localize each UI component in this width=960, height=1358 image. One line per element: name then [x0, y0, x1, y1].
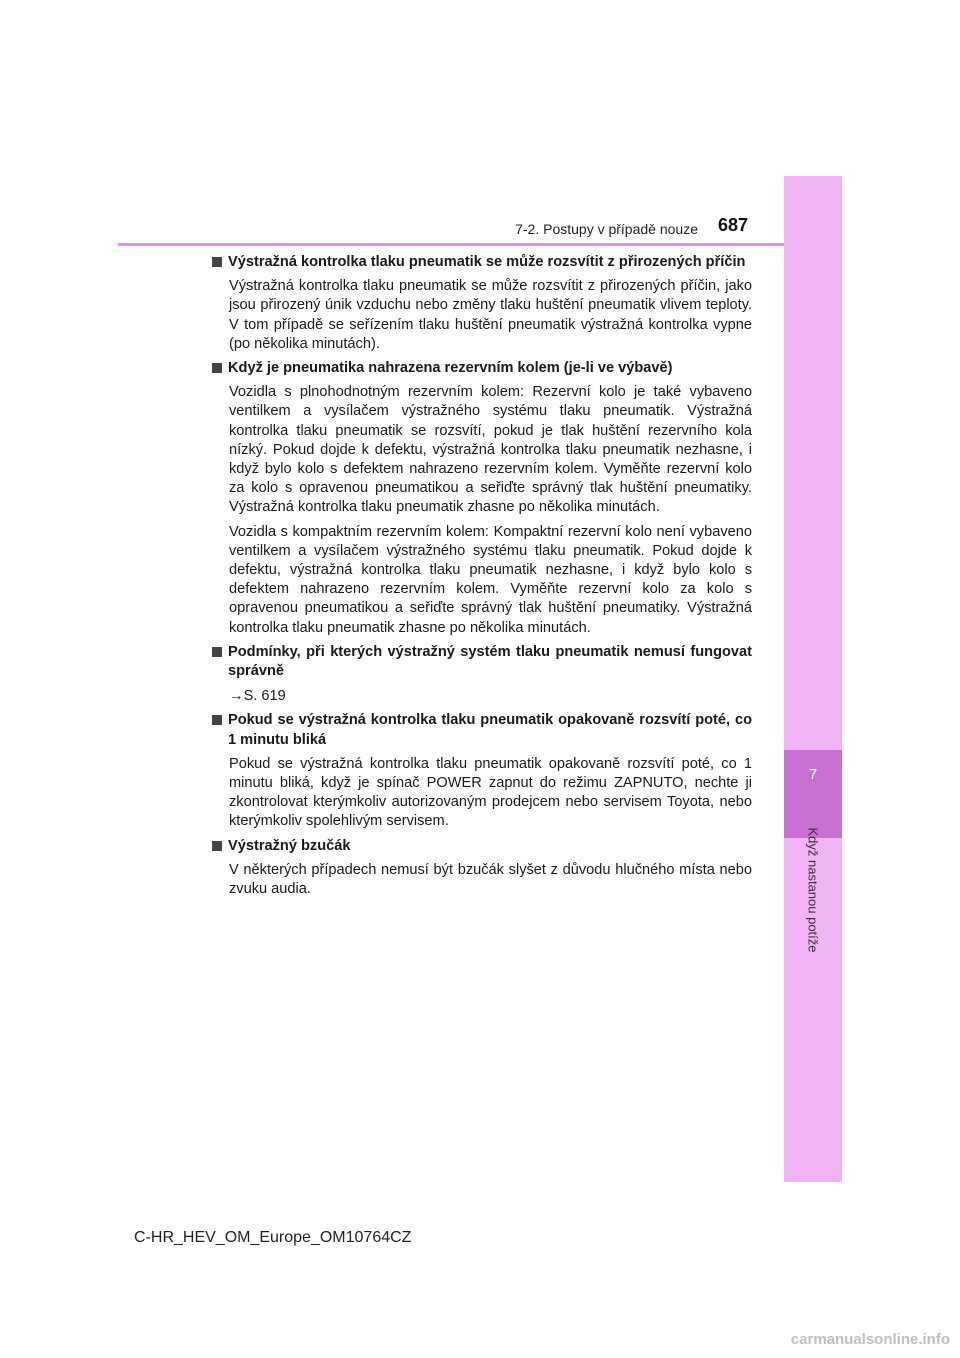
square-bullet-icon	[212, 257, 222, 267]
section-heading-text: Výstražný bzučák	[228, 837, 351, 854]
section-heading	[212, 253, 752, 272]
paragraph: Vozidla s kompaktním rezervním kolem: Kompaktní rezervní kolo není vybaveno ventilkem a vysílačem výstražného systému tlaku pneumatik. Pokud dojde k defektu, výstražná kontrolka tlaku pneumatik nezhasne, i když bylo kolo s defektem nahrazeno rezervním kolem. Vyměňte rezervní kolo za kolo s opravenou pneumatikou a seřiďte správný tlak huštění pneumatiky. Výstražná kontrolka tlaku pneumatik zhasne po několika minutách.	[229, 523, 752, 636]
footer-doc-id: C-HR_HEV_OM_Europe_OM10764CZ	[134, 1229, 412, 1246]
square-bullet-icon	[212, 647, 222, 657]
chapter-side-tab	[784, 176, 842, 1182]
page-content	[212, 253, 752, 899]
square-bullet-icon	[212, 715, 222, 725]
watermark: carmanualsonline.info	[790, 1331, 950, 1348]
section-heading	[212, 837, 752, 856]
square-bullet-icon	[212, 841, 222, 851]
chapter-side-tab-active	[784, 750, 842, 838]
page-number: 687	[718, 215, 749, 235]
paragraph: V některých případech nemusí být bzučák slyšet z důvodu hlučného místa nebo zvuku audia.	[229, 861, 752, 898]
paragraph: Vozidla s plnohodnotným rezervním kolem: Rezervní kolo je také vybaveno ventilkem a vysílačem výstražného systému tlaku pneumatik. Výstražná kontrolka tlaku pneumatik se rozsvítí, pokud je tlak huštění rezervního kola nízký. Pokud dojde k defektu, výstražná kontrolka tlaku pneumatik nezhasne, i když bylo kolo s defektem nahrazeno rezervním kolem. Vyměňte rezervní kolo za kolo s opravenou pneumatikou a seřiďte správný tlak huštění pneumatiky. Výstražná kontrolka tlaku pneumatik zhasne po několika minutách.	[229, 384, 752, 516]
paragraph: Výstražná kontrolka tlaku pneumatik se může rozsvítit z přirozených příčin, jako jsou přirozený únik vzduchu nebo změny tlaku huštění pneumatik vlivem teploty. V tom případě se seřízením tlaku huštění pneumatik výstražná kontrolka vypne (po několika minutách).	[229, 278, 752, 352]
chapter-title: Když nastanou potíže	[805, 827, 821, 953]
section-heading-text: Výstražná kontrolka tlaku pneumatik se může rozsvítit z přirozených příčin	[228, 254, 746, 270]
square-bullet-icon	[212, 363, 222, 373]
page-reference-link[interactable]: →S. 619	[229, 688, 286, 705]
header-section-title: 7-2. Postupy v případě nouze	[515, 221, 698, 237]
section-heading-text: Podmínky, při kterých výstražný systém tlaku pneumatik nemusí fungovat správně	[228, 643, 752, 680]
section-heading	[212, 711, 752, 749]
chapter-number: 7	[808, 766, 818, 783]
section-heading-text: Když je pneumatika nahrazena rezervním kolem (je-li ve výbavě)	[228, 360, 673, 377]
section-heading	[212, 359, 752, 378]
section-heading	[212, 643, 752, 681]
header-rule	[118, 243, 784, 246]
paragraph: Pokud se výstražná kontrolka tlaku pneumatik opakovaně rozsvítí poté, co 1 minutu bliká, když je spínač POWER zapnut do režimu ZAPNUTO, nechte ji zkontrolovat kterýmkoliv autorizovaným prodejcem nebo servisem Toyota, nebo kterýmkoliv spolehlivým servisem.	[229, 755, 752, 830]
section-heading-text: Pokud se výstražná kontrolka tlaku pneumatik opakovaně rozsvítí poté, co 1 minutu bliká	[228, 712, 752, 748]
